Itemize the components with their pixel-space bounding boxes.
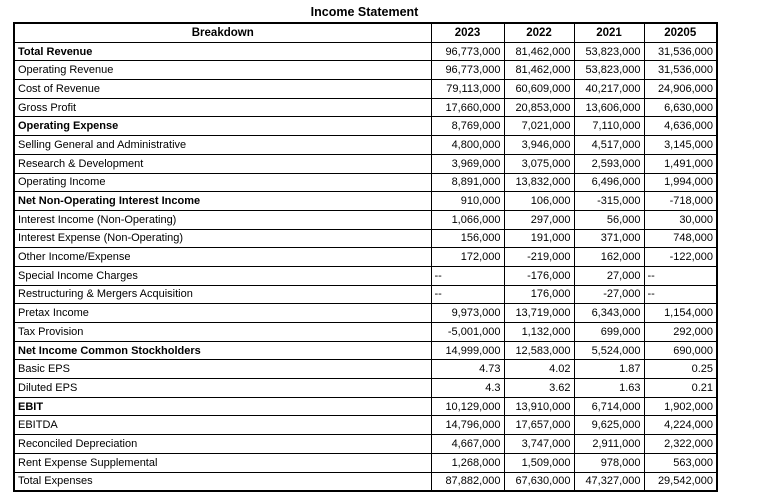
- value-cell: 910,000: [431, 192, 504, 211]
- row-label: Operating Revenue: [14, 61, 431, 80]
- row-label: Net Income Common Stockholders: [14, 341, 431, 360]
- value-cell: 4.02: [504, 360, 574, 379]
- table-row: [14, 154, 717, 173]
- row-label: Rent Expense Supplemental: [14, 453, 431, 472]
- value-cell: 13,606,000: [574, 98, 644, 117]
- table-row: [14, 80, 717, 99]
- value-cell: 4,517,000: [574, 136, 644, 155]
- value-cell: 191,000: [504, 229, 574, 248]
- row-label: Basic EPS: [14, 360, 431, 379]
- table-row: [14, 435, 717, 454]
- table-row: [14, 42, 717, 61]
- value-cell: 297,000: [504, 210, 574, 229]
- value-cell: 12,583,000: [504, 341, 574, 360]
- value-cell: 371,000: [574, 229, 644, 248]
- value-cell: 4,667,000: [431, 435, 504, 454]
- row-label: Research & Development: [14, 154, 431, 173]
- column-header: 2021: [574, 23, 644, 42]
- value-cell: 0.21: [644, 379, 717, 398]
- value-cell: 1,268,000: [431, 453, 504, 472]
- value-cell: 699,000: [574, 323, 644, 342]
- value-cell: 6,714,000: [574, 397, 644, 416]
- value-cell: --: [644, 285, 717, 304]
- row-label: Interest Expense (Non-Operating): [14, 229, 431, 248]
- table-row: [14, 285, 717, 304]
- value-cell: 30,000: [644, 210, 717, 229]
- row-label: Gross Profit: [14, 98, 431, 117]
- value-cell: 162,000: [574, 248, 644, 267]
- value-cell: 87,882,000: [431, 472, 504, 491]
- table-row: [14, 397, 717, 416]
- value-cell: 7,021,000: [504, 117, 574, 136]
- value-cell: 1.87: [574, 360, 644, 379]
- row-label: Reconciled Depreciation: [14, 435, 431, 454]
- table-row: [14, 472, 717, 491]
- value-cell: 6,343,000: [574, 304, 644, 323]
- value-cell: 106,000: [504, 192, 574, 211]
- column-header: 20205: [644, 23, 717, 42]
- value-cell: 24,906,000: [644, 80, 717, 99]
- value-cell: 10,129,000: [431, 397, 504, 416]
- value-cell: 8,891,000: [431, 173, 504, 192]
- value-cell: 156,000: [431, 229, 504, 248]
- value-cell: 4.3: [431, 379, 504, 398]
- value-cell: -219,000: [504, 248, 574, 267]
- value-cell: 3,969,000: [431, 154, 504, 173]
- value-cell: 292,000: [644, 323, 717, 342]
- value-cell: 172,000: [431, 248, 504, 267]
- table-row: [14, 360, 717, 379]
- row-label: Operating Expense: [14, 117, 431, 136]
- income-statement-table: [13, 22, 718, 492]
- value-cell: 9,625,000: [574, 416, 644, 435]
- column-header: 2022: [504, 23, 574, 42]
- value-cell: 2,593,000: [574, 154, 644, 173]
- table-header-row: [14, 23, 717, 42]
- value-cell: 9,973,000: [431, 304, 504, 323]
- value-cell: 67,630,000: [504, 472, 574, 491]
- row-label: Total Expenses: [14, 472, 431, 491]
- value-cell: 47,327,000: [574, 472, 644, 491]
- value-cell: 563,000: [644, 453, 717, 472]
- value-cell: 2,911,000: [574, 435, 644, 454]
- row-label: Diluted EPS: [14, 379, 431, 398]
- row-label: Selling General and Administrative: [14, 136, 431, 155]
- row-label: Cost of Revenue: [14, 80, 431, 99]
- row-label: Operating Income: [14, 173, 431, 192]
- table-row: [14, 304, 717, 323]
- table-row: [14, 136, 717, 155]
- value-cell: -5,001,000: [431, 323, 504, 342]
- row-label: Restructuring & Mergers Acquisition: [14, 285, 431, 304]
- row-label: EBITDA: [14, 416, 431, 435]
- value-cell: 3,075,000: [504, 154, 574, 173]
- value-cell: 3,145,000: [644, 136, 717, 155]
- value-cell: 29,542,000: [644, 472, 717, 491]
- value-cell: 1,491,000: [644, 154, 717, 173]
- row-label: Other Income/Expense: [14, 248, 431, 267]
- row-label: Special Income Charges: [14, 266, 431, 285]
- table-row: [14, 341, 717, 360]
- value-cell: 14,796,000: [431, 416, 504, 435]
- value-cell: 53,823,000: [574, 61, 644, 80]
- table-row: [14, 210, 717, 229]
- value-cell: 96,773,000: [431, 42, 504, 61]
- value-cell: 4,224,000: [644, 416, 717, 435]
- value-cell: 1,066,000: [431, 210, 504, 229]
- table-row: [14, 379, 717, 398]
- row-label: Pretax Income: [14, 304, 431, 323]
- value-cell: 1.63: [574, 379, 644, 398]
- value-cell: 27,000: [574, 266, 644, 285]
- value-cell: -27,000: [574, 285, 644, 304]
- value-cell: 1,154,000: [644, 304, 717, 323]
- table-row: [14, 416, 717, 435]
- value-cell: -315,000: [574, 192, 644, 211]
- value-cell: 7,110,000: [574, 117, 644, 136]
- row-label: Net Non-Operating Interest Income: [14, 192, 431, 211]
- value-cell: 56,000: [574, 210, 644, 229]
- column-header: Breakdown: [14, 23, 431, 42]
- row-label: Tax Provision: [14, 323, 431, 342]
- table-row: [14, 173, 717, 192]
- table-row: [14, 229, 717, 248]
- value-cell: 6,496,000: [574, 173, 644, 192]
- table-row: [14, 266, 717, 285]
- value-cell: --: [431, 266, 504, 285]
- column-header: 2023: [431, 23, 504, 42]
- value-cell: 978,000: [574, 453, 644, 472]
- value-cell: 3,946,000: [504, 136, 574, 155]
- value-cell: 3,747,000: [504, 435, 574, 454]
- table-row: [14, 192, 717, 211]
- value-cell: 690,000: [644, 341, 717, 360]
- row-label: Interest Income (Non-Operating): [14, 210, 431, 229]
- value-cell: 4.73: [431, 360, 504, 379]
- row-label: EBIT: [14, 397, 431, 416]
- value-cell: 6,630,000: [644, 98, 717, 117]
- value-cell: -718,000: [644, 192, 717, 211]
- value-cell: -176,000: [504, 266, 574, 285]
- value-cell: 4,800,000: [431, 136, 504, 155]
- value-cell: 31,536,000: [644, 61, 717, 80]
- table-row: [14, 98, 717, 117]
- table-row: [14, 453, 717, 472]
- value-cell: 14,999,000: [431, 341, 504, 360]
- value-cell: --: [644, 266, 717, 285]
- value-cell: 5,524,000: [574, 341, 644, 360]
- table-row: [14, 323, 717, 342]
- value-cell: 0.25: [644, 360, 717, 379]
- row-label: Total Revenue: [14, 42, 431, 61]
- value-cell: 1,902,000: [644, 397, 717, 416]
- value-cell: 17,660,000: [431, 98, 504, 117]
- value-cell: 176,000: [504, 285, 574, 304]
- value-cell: 17,657,000: [504, 416, 574, 435]
- value-cell: 2,322,000: [644, 435, 717, 454]
- value-cell: 8,769,000: [431, 117, 504, 136]
- value-cell: 1,509,000: [504, 453, 574, 472]
- value-cell: 96,773,000: [431, 61, 504, 80]
- value-cell: 3.62: [504, 379, 574, 398]
- value-cell: 13,832,000: [504, 173, 574, 192]
- value-cell: 20,853,000: [504, 98, 574, 117]
- value-cell: 79,113,000: [431, 80, 504, 99]
- value-cell: 1,132,000: [504, 323, 574, 342]
- value-cell: 13,910,000: [504, 397, 574, 416]
- value-cell: 60,609,000: [504, 80, 574, 99]
- page-title: Income Statement: [310, 5, 419, 19]
- value-cell: 81,462,000: [504, 61, 574, 80]
- value-cell: 81,462,000: [504, 42, 574, 61]
- value-cell: --: [431, 285, 504, 304]
- value-cell: 13,719,000: [504, 304, 574, 323]
- table-row: [14, 117, 717, 136]
- table-row: [14, 61, 717, 80]
- value-cell: 31,536,000: [644, 42, 717, 61]
- value-cell: 40,217,000: [574, 80, 644, 99]
- value-cell: 748,000: [644, 229, 717, 248]
- table-row: [14, 248, 717, 267]
- value-cell: -122,000: [644, 248, 717, 267]
- value-cell: 4,636,000: [644, 117, 717, 136]
- value-cell: 1,994,000: [644, 173, 717, 192]
- value-cell: 53,823,000: [574, 42, 644, 61]
